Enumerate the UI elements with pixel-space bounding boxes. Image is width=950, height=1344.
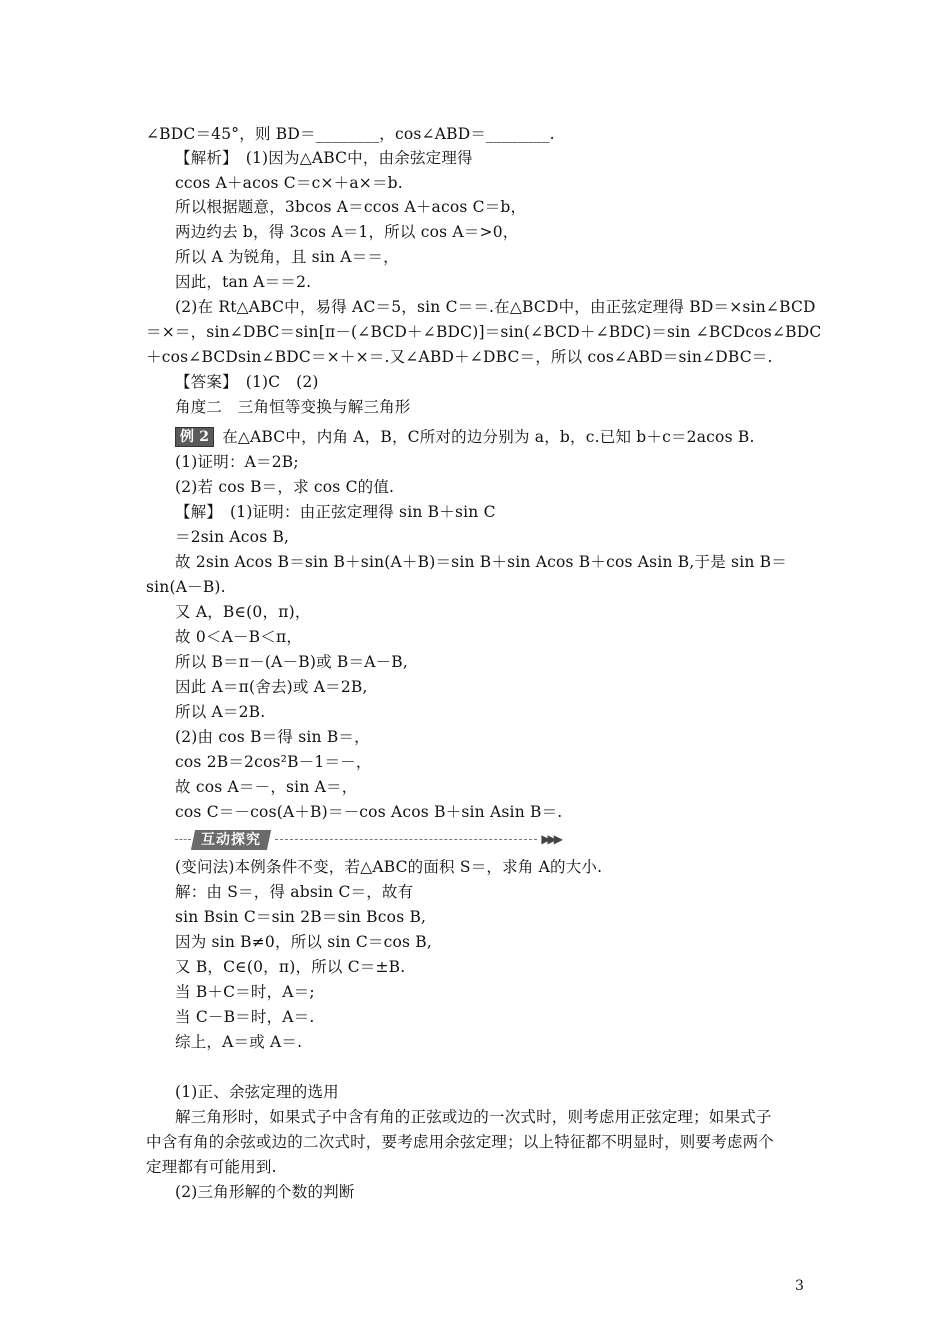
text-line bbox=[146, 1130, 774, 1154]
text-line-content: 定理都有可能用到. bbox=[146, 1158, 277, 1176]
text-line bbox=[175, 171, 403, 195]
text-line-content: 综上，A＝或 A＝. bbox=[175, 1033, 303, 1051]
text-line-content: sin(A－B). bbox=[146, 578, 226, 596]
text-line-content: 因此，tan A＝＝2. bbox=[175, 273, 312, 291]
text-line bbox=[146, 320, 821, 344]
text-line-content: (2)三角形解的个数的判断 bbox=[175, 1183, 355, 1201]
text-line-content: 角度二 三角恒等变换与解三角形 bbox=[175, 398, 411, 416]
text-line-content: (2)在 Rt△ABC中，易得 AC＝5，sin C＝＝.在△BCD中，由正弦定理得 BD＝×sin∠BCD bbox=[175, 298, 816, 316]
text-line bbox=[175, 880, 413, 904]
text-line bbox=[175, 905, 426, 929]
divider-label: 互动探究 bbox=[201, 832, 261, 848]
text-line-content: 当 B＋C＝时，A＝; bbox=[175, 983, 315, 1001]
text-line-content: 因为 sin B≠0，所以 sin C＝cos B, bbox=[175, 933, 433, 951]
page-number: 3 bbox=[795, 1278, 804, 1294]
text-line bbox=[175, 750, 372, 774]
text-line-content: (变问法)本例条件不变，若△ABC的面积 S＝，求角 A的大小. bbox=[175, 858, 603, 876]
text-line bbox=[175, 450, 299, 474]
text-line bbox=[175, 1080, 339, 1104]
text-line bbox=[175, 220, 518, 244]
text-line bbox=[175, 625, 302, 649]
divider-dash-left bbox=[175, 839, 191, 840]
text-line bbox=[175, 1180, 355, 1204]
text-line-content: 故 0＜A－B＜π， bbox=[175, 628, 303, 646]
text-line-content: 解三角形时，如果式子中含有角的正弦或边的一次式时，则考虑用正弦定理；如果式子 bbox=[175, 1108, 772, 1126]
text-line-content: cos 2B＝2cos²B－1＝－， bbox=[175, 753, 372, 771]
text-line bbox=[146, 575, 226, 599]
text-line-content: ＋cos∠BCDsin∠BDC＝×＋×＝.又∠ABD＋∠DBC＝，所以 cos∠ABD＝sin∠DBC＝. bbox=[146, 348, 773, 366]
text-line-content: sin Bsin C＝sin 2B＝sin Bcos B, bbox=[175, 908, 427, 926]
text-line-content: 两边约去 b，得 3cos A＝1，所以 cos A＝>0， bbox=[175, 223, 519, 241]
text-line-content: 故 2sin Acos B＝sin B＋sin(A＋B)＝sin B＋sin Acos B＋cos Asin B,于是 sin B＝ bbox=[175, 553, 787, 571]
text-line-content: (2)若 cos B＝，求 cos C的值. bbox=[175, 478, 395, 496]
text-line bbox=[175, 855, 602, 879]
text-line bbox=[175, 675, 368, 699]
text-line-content: 所以 A 为锐角，且 sin A＝＝， bbox=[175, 248, 399, 266]
text-line-content: 在△ABC中，内角 A，B，C所对的边分别为 a，b，c.已知 b＋c＝2acos B. bbox=[222, 428, 755, 446]
text-line-content: 所以 A＝2B. bbox=[175, 703, 266, 721]
text-line-content: 又 A，B∈(0，π)， bbox=[175, 603, 311, 621]
text-line bbox=[146, 122, 555, 146]
text-line bbox=[175, 295, 816, 319]
text-line-content: 当 C－B＝时，A＝. bbox=[175, 1008, 315, 1026]
text-line bbox=[175, 955, 405, 979]
divider-dash-right bbox=[275, 839, 537, 840]
section-divider bbox=[175, 830, 560, 850]
text-line bbox=[175, 146, 473, 170]
text-line bbox=[175, 195, 526, 219]
text-line-content: (1)正、余弦定理的选用 bbox=[175, 1083, 339, 1101]
text-line bbox=[175, 775, 357, 799]
text-line bbox=[175, 930, 432, 954]
text-line bbox=[175, 525, 289, 549]
text-line bbox=[175, 425, 755, 449]
text-line bbox=[175, 800, 562, 824]
text-line bbox=[175, 700, 265, 724]
arrow-right-icon: ▶▶▶ bbox=[541, 832, 560, 846]
text-line bbox=[175, 725, 370, 749]
text-line-content: 【答案】 (1)C (2) bbox=[175, 373, 319, 391]
text-line bbox=[175, 395, 411, 419]
text-line-content: ∠BDC＝45°，则 BD＝________，cos∠ABD＝________. bbox=[146, 125, 555, 143]
text-line bbox=[175, 475, 394, 499]
text-line-content: (2)由 cos B＝得 sin B＝， bbox=[175, 728, 370, 746]
text-line bbox=[175, 980, 315, 1004]
text-line bbox=[175, 1005, 315, 1029]
text-line bbox=[175, 370, 319, 394]
text-line-content: 因此 A＝π(舍去)或 A＝2B, bbox=[175, 678, 368, 696]
text-line bbox=[146, 345, 773, 369]
text-line bbox=[175, 600, 311, 624]
text-line-content: 又 B，C∈(0，π)，所以 C＝±B. bbox=[175, 958, 406, 976]
text-line bbox=[175, 650, 408, 674]
text-line bbox=[175, 1030, 302, 1054]
text-line-content: ＝×＝，sin∠DBC＝sin[π－(∠BCD＋∠BDC)]＝sin(∠BCD＋∠BDC)＝sin ∠BCDcos∠BDC bbox=[146, 323, 822, 341]
text-line bbox=[175, 550, 787, 574]
text-line-content: 【解析】 (1)因为△ABC中，由余弦定理得 bbox=[175, 149, 473, 167]
text-line bbox=[175, 270, 311, 294]
text-line-content: 【解】 (1)证明：由正弦定理得 sin B＋sin C bbox=[175, 503, 496, 521]
text-line bbox=[175, 1105, 772, 1129]
text-line-content: 解：由 S＝，得 absin C＝，故有 bbox=[175, 883, 414, 901]
text-line-content: cos C＝－cos(A＋B)＝－cos Acos B＋sin Asin B＝. bbox=[175, 803, 563, 821]
text-line-content: (1)证明：A＝2B; bbox=[175, 453, 299, 471]
text-line-content: 所以 B＝π－(A－B)或 B＝A－B, bbox=[175, 653, 409, 671]
example-badge: 例 2 bbox=[175, 427, 214, 447]
text-line bbox=[146, 1155, 277, 1179]
text-line bbox=[175, 245, 399, 269]
text-line-content: ＝2sin Acos B, bbox=[175, 528, 290, 546]
text-line-content: 故 cos A＝－，sin A＝， bbox=[175, 778, 358, 796]
text-line-content: 中含有角的余弦或边的二次式时，要考虑用余弦定理；以上特征都不明显时，则要考虑两个 bbox=[146, 1133, 775, 1151]
text-line-content: ccos A＋acos C＝c×＋a×＝b. bbox=[175, 174, 403, 192]
divider-tag bbox=[191, 830, 271, 850]
text-line bbox=[175, 500, 496, 524]
text-line-content: 所以根据题意，3bcos A＝ccos A＋acos C＝b， bbox=[175, 198, 527, 216]
